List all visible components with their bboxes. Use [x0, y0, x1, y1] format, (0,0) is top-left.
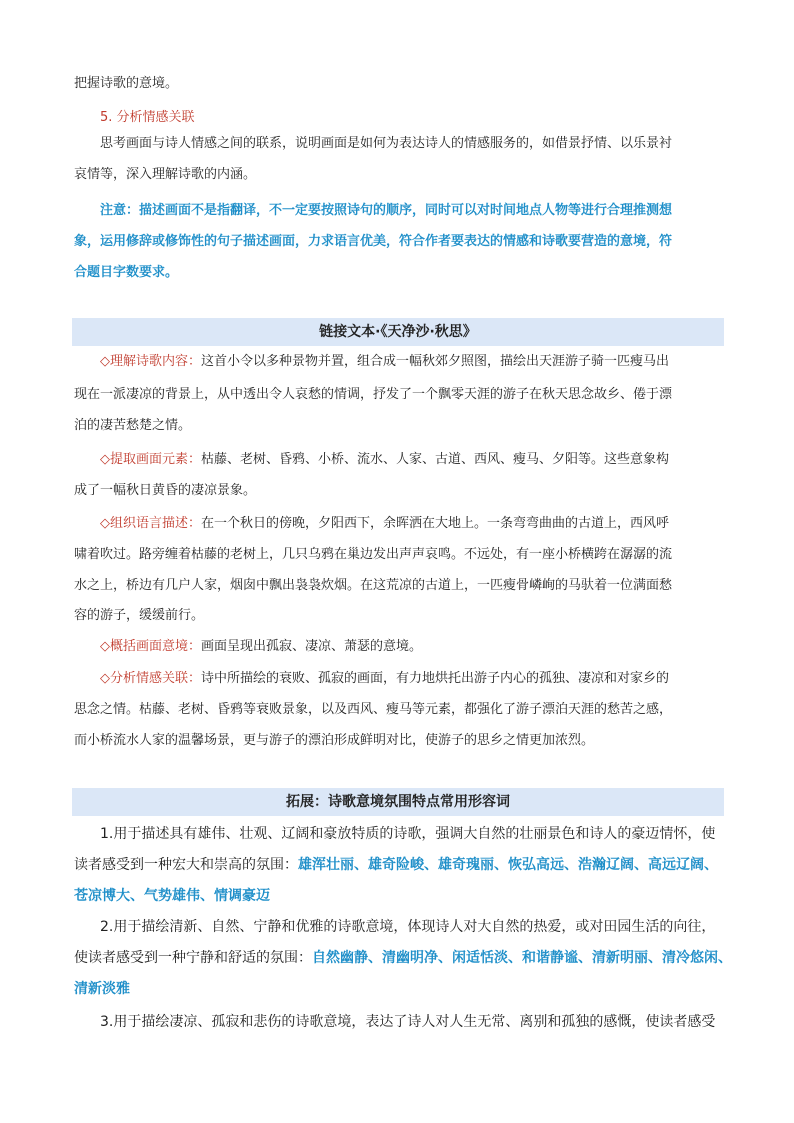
list-item-line [74, 943, 732, 974]
label: ◇提取画面元素： [100, 452, 201, 467]
text: 画面呈现出孤寂、凄凉、萧瑟的意境。 [201, 639, 423, 654]
note-line: 注意：描述画面不是指翻译，不一定要按照诗句的顺序，同时可以对时间地点人物等进行合理推测想 [100, 203, 673, 218]
analyze-emotion [100, 665, 750, 692]
list-item-line [74, 850, 726, 881]
paragraph-line: 思考画面与诗人情感之间的联系，说明画面是如何为表达诗人的情感服务的，如借景抒情、以乐景衬 [100, 136, 673, 151]
intro-line: 把握诗歌的意境。 [74, 76, 179, 91]
list-item: 1.用于描述具有雄伟、壮观、辽阔和豪放特质的诗歌，强调大自然的壮丽景色和诗人的豪迈情怀，使 [100, 826, 716, 842]
note-line: 合题目字数要求。 [74, 265, 179, 280]
label: ◇概括画面意境： [100, 639, 201, 654]
adjectives: 自然幽静、清幽明净、闲适恬淡、和谐静谧、清新明丽、清冷悠闲、 [312, 950, 732, 966]
text: 读者感受到一种宏大和崇高的氛围： [74, 857, 298, 873]
label: ◇分析情感关联： [100, 671, 201, 686]
paragraph-line: 而小桥流水人家的温馨场景，更与游子的漂泊形成鲜明对比，使游子的思乡之情更加浓烈。 [74, 733, 595, 748]
paragraph-line: 现在一派凄凉的背景上，从中透出令人哀愁的情调，抒发了一个飘零天涯的游子在秋天思念故乡、倦于漂 [74, 387, 673, 402]
adjectives: 雄浑壮丽、雄奇险峻、雄奇瑰丽、恢弘高远、浩瀚辽阔、高远辽阔、 [298, 857, 718, 873]
note-line: 象，运用修辞或修饰性的句子描述画面，力求语言优美，符合作者要表达的情感和诗歌要营造的意境，符 [74, 234, 673, 249]
organize-description [100, 510, 750, 537]
summarize-mood [100, 633, 750, 660]
text: 枯藤、老树、昏鸦、小桥、流水、人家、古道、西风、瘦马、夕阳等。这些意象构 [201, 452, 670, 467]
adjectives-line: 清新淡雅 [74, 981, 130, 997]
paragraph-line: 容的游子，缓缓前行。 [74, 608, 205, 623]
paragraph-line: 啸着吹过。路旁缠着枯藤的老树上，几只乌鸦在巢边发出声声哀鸣。不远处，有一座小桥横跨在潺潺的流 [74, 547, 673, 562]
text: 诗中所描绘的衰败、孤寂的画面，有力地烘托出游子内心的孤独、凄凉和对家乡的 [201, 671, 670, 686]
paragraph-line: 成了一幅秋日黄昏的凄凉景象。 [74, 483, 257, 498]
list-item: 2.用于描绘清新、自然、宁静和优雅的诗歌意境，体现诗人对大自然的热爱，或对田园生活的向往， [100, 919, 716, 935]
paragraph-line: 泊的凄苦愁楚之情。 [74, 418, 192, 433]
list-item: 3.用于描绘凄凉、孤寂和悲伤的诗歌意境，表达了诗人对人生无常、离别和孤独的感慨，使读者感受 [100, 1014, 716, 1030]
text: 在一个秋日的傍晚，夕阳西下，余晖洒在大地上。一条弯弯曲曲的古道上，西风呼 [201, 516, 670, 531]
text: 这首小令以多种景物并置，组合成一幅秋郊夕照图，描绘出天涯游子骑一匹瘦马出 [201, 354, 670, 369]
paragraph-line: 水之上，桥边有几户人家，烟囱中飘出袅袅炊烟。在这荒凉的古道上，一匹瘦骨嶙峋的马驮着一位满面愁 [74, 578, 673, 593]
label: ◇组织语言描述： [100, 516, 201, 531]
content-understanding [100, 348, 750, 375]
paragraph-line: 思念之情。枯藤、老树、昏鸦等衰败景象，以及西风、瘦马等元素，都强化了游子漂泊天涯的愁苦之感， [74, 702, 673, 717]
section-title-extension: 拓展：诗歌意境氛围特点常用形容词 [72, 788, 724, 816]
label: ◇理解诗歌内容： [100, 354, 201, 369]
text: 使读者感受到一种宁静和舒适的氛围： [74, 950, 312, 966]
adjectives-line: 苍凉博大、气势雄伟、情调豪迈 [74, 888, 270, 904]
section-title-linked-text: 链接文本·《天净沙·秋思》 [72, 318, 724, 346]
heading-analyze-emotion: 5. 分析情感关联 [100, 110, 195, 125]
paragraph-line: 哀情等，深入理解诗歌的内涵。 [74, 167, 257, 182]
extract-elements [100, 446, 750, 473]
